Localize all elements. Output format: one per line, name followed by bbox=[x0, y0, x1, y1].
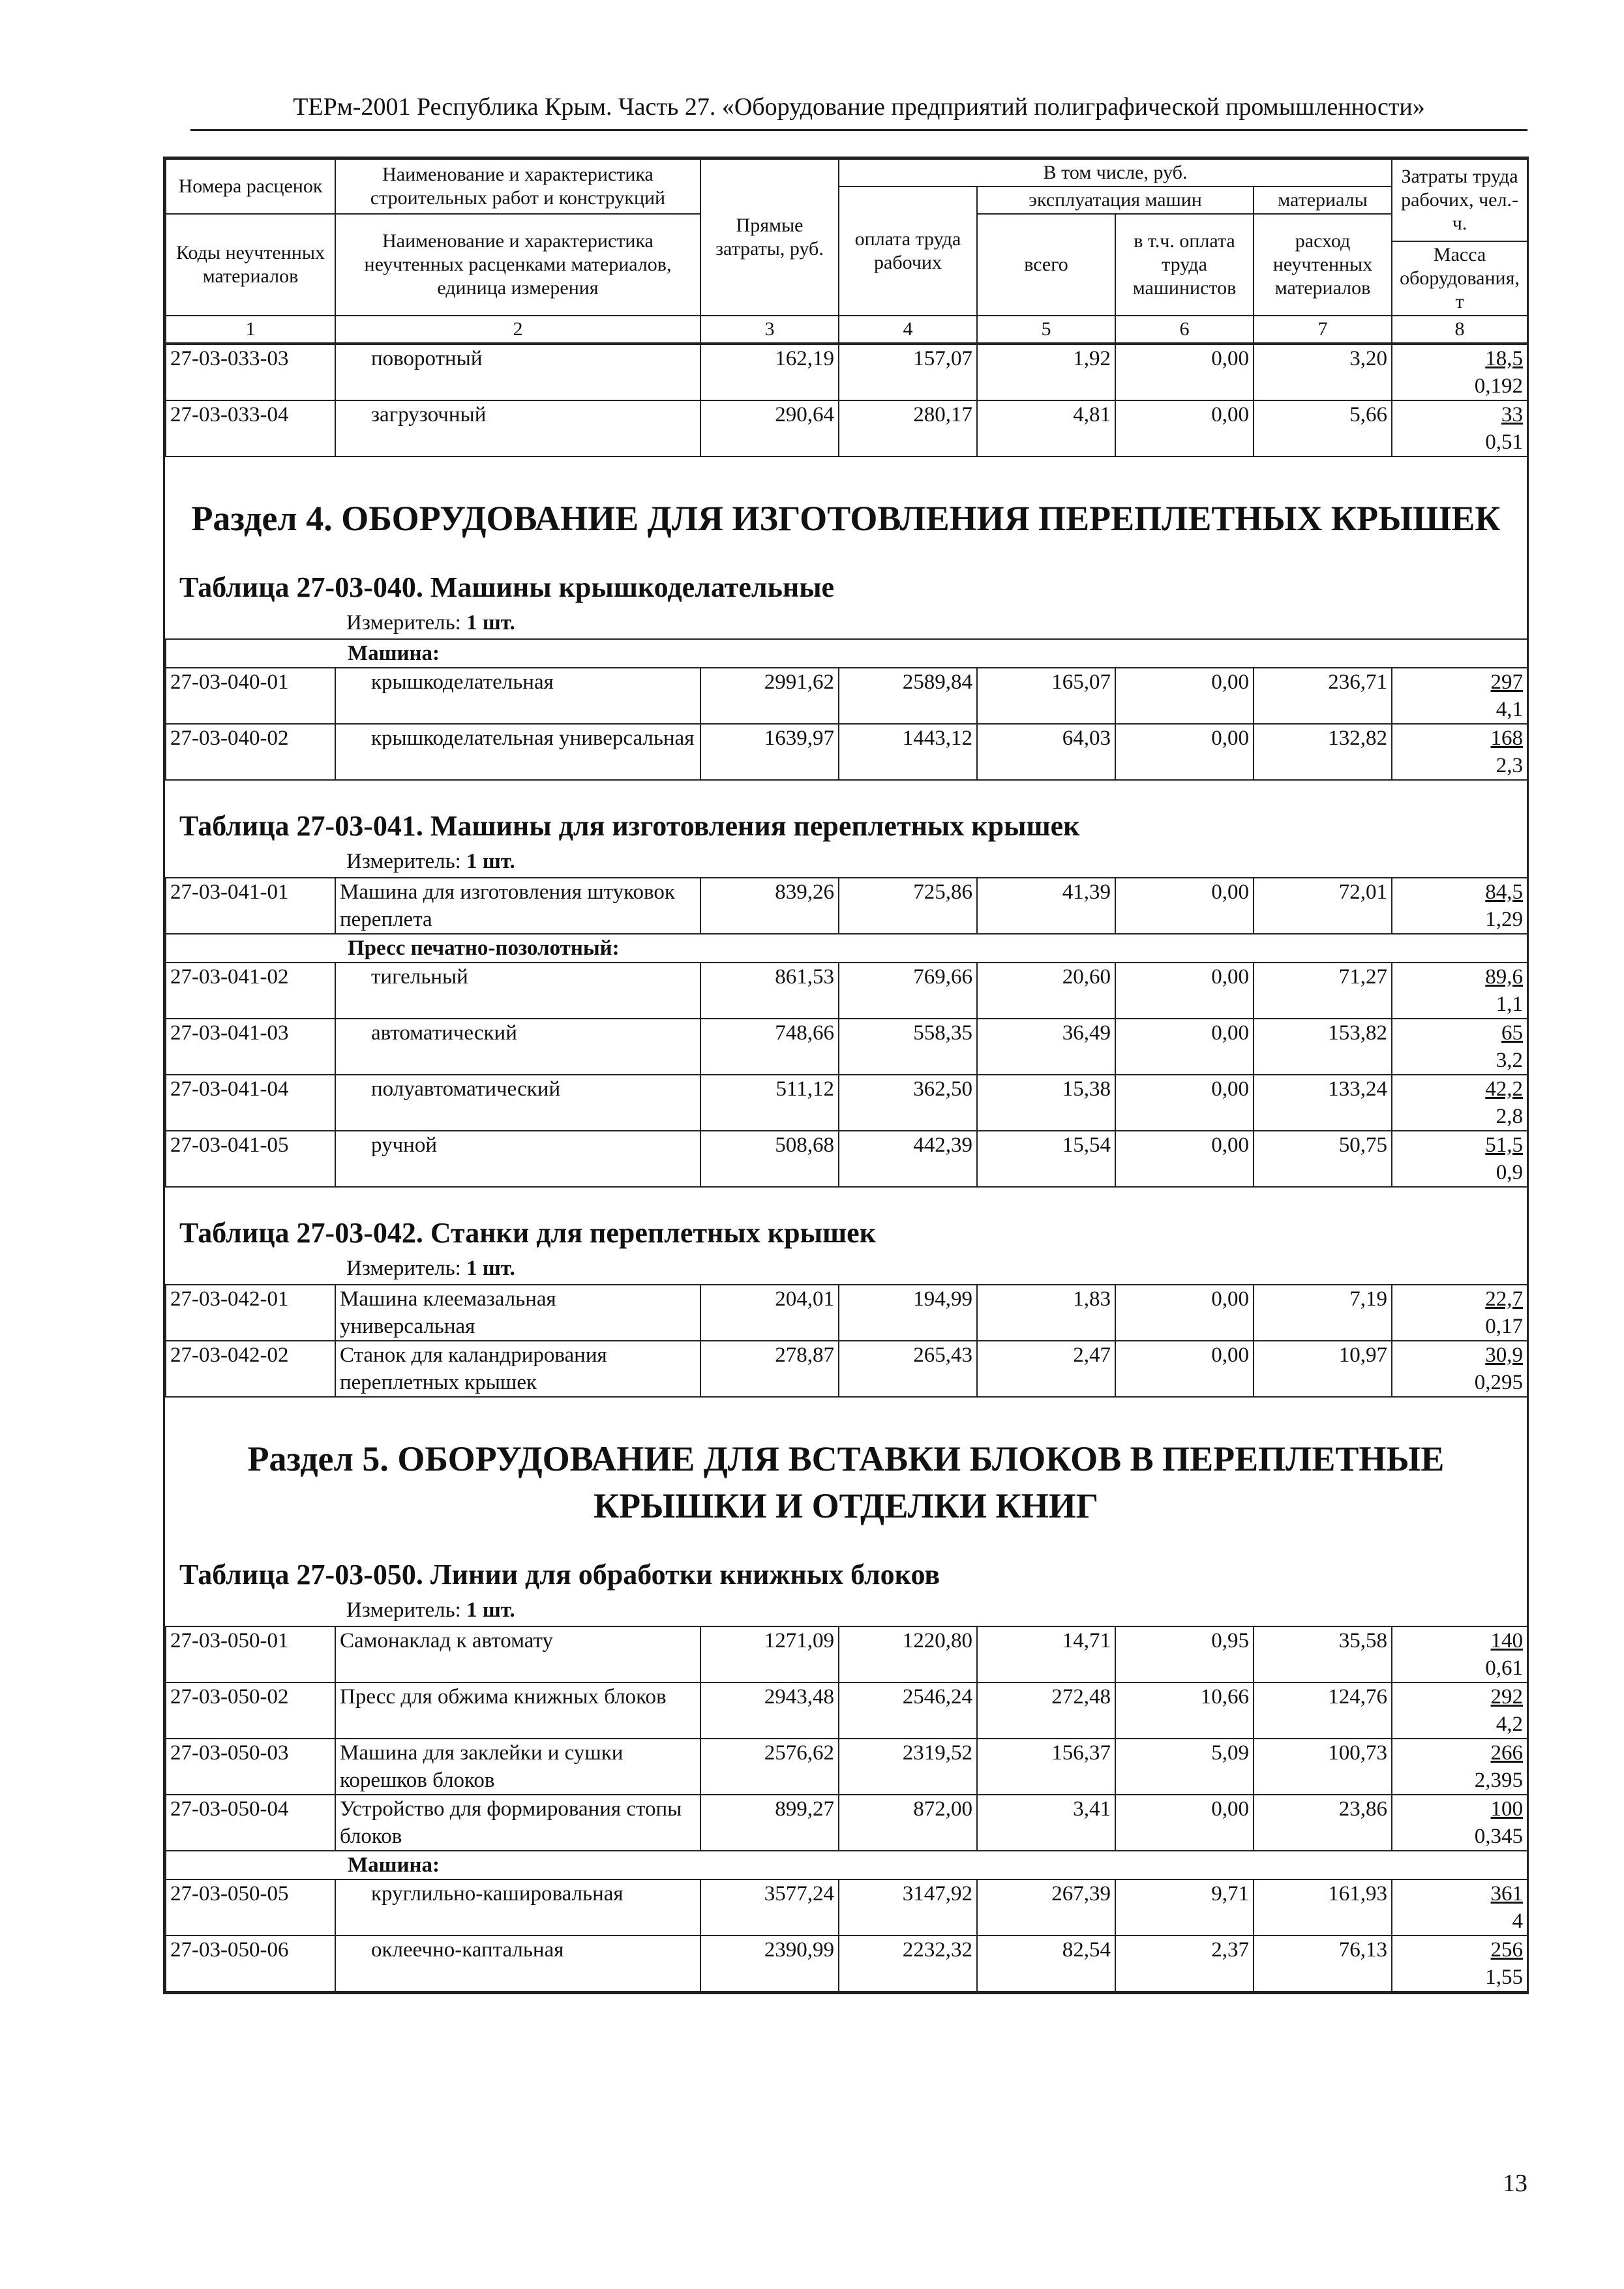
col-equipment-mass: Масса оборудования, т bbox=[1392, 241, 1527, 316]
section-4-title: Раздел 4. ОБОРУДОВАНИЕ ДЛЯ ИЗГОТОВЛЕНИЯ ПЕРЕПЛЕТНЫХ КРЫШЕК bbox=[191, 499, 1501, 538]
rate-name: круглильно-кашировальная bbox=[335, 1879, 700, 1936]
labor-mass-cell bbox=[1392, 668, 1527, 724]
labor-value: 30,9 bbox=[1485, 1343, 1523, 1367]
rate-code: 27-03-041-02 bbox=[166, 963, 335, 1019]
materials-value: 7,19 bbox=[1254, 1285, 1392, 1341]
materials-value: 71,27 bbox=[1254, 963, 1392, 1019]
materials-value: 100,73 bbox=[1254, 1739, 1392, 1795]
machinist-wage-value: 0,00 bbox=[1115, 400, 1254, 456]
mass-value: 2,3 bbox=[1496, 754, 1524, 777]
mass-value: 4 bbox=[1512, 1909, 1523, 1933]
rate-code: 27-03-033-04 bbox=[166, 400, 335, 456]
table-042 bbox=[165, 1284, 1528, 1398]
direct-costs-value: 861,53 bbox=[700, 963, 839, 1019]
direct-costs-value: 1271,09 bbox=[700, 1626, 839, 1683]
machine-total-value: 1,83 bbox=[977, 1285, 1115, 1341]
col-number: 5 bbox=[977, 316, 1115, 343]
machine-total-value: 41,39 bbox=[977, 878, 1115, 934]
column-numbers-row bbox=[166, 316, 1527, 343]
rate-code: 27-03-050-04 bbox=[166, 1795, 335, 1851]
labor-value: 22,7 bbox=[1485, 1287, 1523, 1311]
table-042-title: Таблица 27-03-042. Станки для переплетных крышек bbox=[179, 1217, 876, 1249]
labor-value: 65 bbox=[1501, 1021, 1523, 1045]
materials-value: 161,93 bbox=[1254, 1879, 1392, 1936]
col-number: 6 bbox=[1115, 316, 1254, 343]
col-material-codes: Коды неучтенных материалов bbox=[166, 214, 335, 316]
mass-value: 0,9 bbox=[1496, 1161, 1523, 1184]
rate-code: 27-03-050-03 bbox=[166, 1739, 335, 1795]
wage-value: 194,99 bbox=[839, 1285, 977, 1341]
materials-value: 153,82 bbox=[1254, 1019, 1392, 1075]
rate-row bbox=[166, 1879, 1527, 1936]
wage-value: 872,00 bbox=[839, 1795, 977, 1851]
labor-mass-cell bbox=[1392, 400, 1527, 456]
col-work-name: Наименование и характеристика строительных работ и конструкций bbox=[335, 159, 700, 214]
rate-name: Пресс для обжима книжных блоков bbox=[335, 1683, 700, 1739]
machinist-wage-value: 0,00 bbox=[1115, 1341, 1254, 1397]
rate-row bbox=[166, 1019, 1527, 1075]
machine-total-value: 15,54 bbox=[977, 1131, 1115, 1187]
rate-row bbox=[166, 1936, 1527, 1992]
col-number: 3 bbox=[700, 316, 839, 343]
labor-value: 168 bbox=[1490, 726, 1524, 750]
machine-total-value: 156,37 bbox=[977, 1739, 1115, 1795]
machinist-wage-value: 0,00 bbox=[1115, 963, 1254, 1019]
mass-value: 3,2 bbox=[1496, 1049, 1523, 1072]
machine-total-value: 272,48 bbox=[977, 1683, 1115, 1739]
wage-value: 558,35 bbox=[839, 1019, 977, 1075]
rate-name: Машина для заклейки и сушки корешков блоков bbox=[335, 1739, 700, 1795]
materials-value: 35,58 bbox=[1254, 1626, 1392, 1683]
labor-mass-cell bbox=[1392, 1626, 1527, 1683]
rate-row bbox=[166, 1131, 1527, 1187]
col-wage: оплата труда рабочих bbox=[839, 187, 977, 316]
materials-value: 132,82 bbox=[1254, 724, 1392, 780]
machine-total-value: 20,60 bbox=[977, 963, 1115, 1019]
col-machine-operation: эксплуатация машин bbox=[977, 187, 1254, 214]
direct-costs-value: 278,87 bbox=[700, 1341, 839, 1397]
labor-mass-cell bbox=[1392, 1285, 1527, 1341]
machinist-wage-value: 0,00 bbox=[1115, 668, 1254, 724]
table-050-title: Таблица 27-03-050. Линии для обработки книжных блоков bbox=[179, 1559, 940, 1591]
machinist-wage-value: 5,09 bbox=[1115, 1739, 1254, 1795]
machine-total-value: 15,38 bbox=[977, 1075, 1115, 1131]
machinist-wage-value: 0,95 bbox=[1115, 1626, 1254, 1683]
wage-value: 725,86 bbox=[839, 878, 977, 934]
machinist-wage-value: 9,71 bbox=[1115, 1879, 1254, 1936]
materials-value: 5,66 bbox=[1254, 400, 1392, 456]
rate-row bbox=[166, 668, 1527, 724]
rate-row bbox=[166, 1075, 1527, 1131]
col-materials: материалы bbox=[1254, 187, 1392, 214]
direct-costs-value: 1639,97 bbox=[700, 724, 839, 780]
mass-value: 1,29 bbox=[1485, 908, 1523, 931]
direct-costs-value: 508,68 bbox=[700, 1131, 839, 1187]
column-header-table bbox=[165, 158, 1528, 344]
labor-value: 100 bbox=[1490, 1797, 1523, 1821]
rate-code: 27-03-050-02 bbox=[166, 1683, 335, 1739]
rate-name: Машина клеемазальная универсальная bbox=[335, 1285, 700, 1341]
direct-costs-value: 2991,62 bbox=[700, 668, 839, 724]
machinist-wage-value: 0,00 bbox=[1115, 344, 1254, 400]
materials-value: 236,71 bbox=[1254, 668, 1392, 724]
materials-value: 23,86 bbox=[1254, 1795, 1392, 1851]
machine-total-value: 267,39 bbox=[977, 1879, 1115, 1936]
rate-row bbox=[166, 1683, 1527, 1739]
rate-name: загрузочный bbox=[335, 400, 700, 456]
col-labor-costs: Затраты труда рабочих, чел.-ч. bbox=[1392, 159, 1527, 241]
direct-costs-value: 2576,62 bbox=[700, 1739, 839, 1795]
col-number: 7 bbox=[1254, 316, 1392, 343]
labor-mass-cell bbox=[1392, 1936, 1527, 1992]
rate-name: поворотный bbox=[335, 344, 700, 400]
rate-row bbox=[166, 1739, 1527, 1795]
machine-total-value: 64,03 bbox=[977, 724, 1115, 780]
machine-total-value: 14,71 bbox=[977, 1626, 1115, 1683]
machinist-wage-value: 0,00 bbox=[1115, 1131, 1254, 1187]
wage-value: 2589,84 bbox=[839, 668, 977, 724]
wage-value: 1443,12 bbox=[839, 724, 977, 780]
labor-value: 18,5 bbox=[1485, 347, 1523, 370]
rate-row bbox=[166, 344, 1527, 400]
col-machinist-wage: в т.ч. оплата труда машинистов bbox=[1115, 214, 1254, 316]
materials-value: 10,97 bbox=[1254, 1341, 1392, 1397]
materials-value: 76,13 bbox=[1254, 1936, 1392, 1992]
rate-row bbox=[166, 1626, 1527, 1683]
mass-value: 2,395 bbox=[1474, 1769, 1523, 1792]
machinist-wage-value: 0,00 bbox=[1115, 1795, 1254, 1851]
direct-costs-value: 839,26 bbox=[700, 878, 839, 934]
rate-name: полуавтоматический bbox=[335, 1075, 700, 1131]
machine-total-value: 3,41 bbox=[977, 1795, 1115, 1851]
wage-value: 265,43 bbox=[839, 1341, 977, 1397]
mass-value: 1,55 bbox=[1485, 1966, 1523, 1989]
machinist-wage-value: 0,00 bbox=[1115, 1019, 1254, 1075]
rate-code: 27-03-050-06 bbox=[166, 1936, 335, 1992]
rate-name: ручной bbox=[335, 1131, 700, 1187]
labor-mass-cell bbox=[1392, 1341, 1527, 1397]
rate-name: крышкоделательная bbox=[335, 668, 700, 724]
rate-name: оклеечно-каптальная bbox=[335, 1936, 700, 1992]
labor-value: 361 bbox=[1490, 1882, 1523, 1906]
rate-code: 27-03-040-01 bbox=[166, 668, 335, 724]
labor-mass-cell bbox=[1392, 344, 1527, 400]
group-row bbox=[166, 934, 1527, 963]
table-040-meter: Измеритель: 1 шт. bbox=[346, 611, 515, 635]
wage-value: 157,07 bbox=[839, 344, 977, 400]
labor-value: 33 bbox=[1501, 403, 1523, 426]
wage-value: 3147,92 bbox=[839, 1879, 977, 1936]
labor-mass-cell bbox=[1392, 1075, 1527, 1131]
direct-costs-value: 899,27 bbox=[700, 1795, 839, 1851]
rate-code: 27-03-050-01 bbox=[166, 1626, 335, 1683]
rate-row bbox=[166, 963, 1527, 1019]
mass-value: 2,8 bbox=[1496, 1105, 1523, 1128]
wage-value: 2546,24 bbox=[839, 1683, 977, 1739]
direct-costs-value: 748,66 bbox=[700, 1019, 839, 1075]
rate-row bbox=[166, 724, 1527, 780]
wage-value: 1220,80 bbox=[839, 1626, 977, 1683]
table-041 bbox=[165, 877, 1528, 1188]
table-041-meter: Измеритель: 1 шт. bbox=[346, 850, 515, 873]
wage-value: 769,66 bbox=[839, 963, 977, 1019]
rate-code: 27-03-042-02 bbox=[166, 1341, 335, 1397]
labor-value: 256 bbox=[1490, 1938, 1523, 1962]
mass-value: 0,192 bbox=[1474, 374, 1523, 398]
materials-value: 133,24 bbox=[1254, 1075, 1392, 1131]
machinist-wage-value: 2,37 bbox=[1115, 1936, 1254, 1992]
page-number: 13 bbox=[1503, 2170, 1527, 2197]
labor-mass-cell bbox=[1392, 1019, 1527, 1075]
mass-value: 4,2 bbox=[1496, 1713, 1523, 1736]
labor-value: 292 bbox=[1490, 1685, 1523, 1709]
rate-code: 27-03-033-03 bbox=[166, 344, 335, 400]
wage-value: 2232,32 bbox=[839, 1936, 977, 1992]
labor-mass-cell bbox=[1392, 878, 1527, 934]
continuation-table bbox=[165, 344, 1528, 457]
machine-total-value: 2,47 bbox=[977, 1341, 1115, 1397]
wage-value: 280,17 bbox=[839, 400, 977, 456]
group-row bbox=[166, 639, 1527, 668]
running-header: ТЕРм-2001 Республика Крым. Часть 27. «Оборудование предприятий полиграфической промышленности» bbox=[190, 93, 1527, 131]
machine-total-value: 165,07 bbox=[977, 668, 1115, 724]
mass-value: 0,17 bbox=[1485, 1315, 1523, 1338]
rate-code: 27-03-041-01 bbox=[166, 878, 335, 934]
labor-mass-cell bbox=[1392, 963, 1527, 1019]
col-material-consumption: расход неучтенных материалов bbox=[1254, 214, 1392, 316]
labor-mass-cell bbox=[1392, 724, 1527, 780]
rate-name: автоматический bbox=[335, 1019, 700, 1075]
rate-row bbox=[166, 878, 1527, 934]
materials-value: 3,20 bbox=[1254, 344, 1392, 400]
table-050-meter: Измеритель: 1 шт. bbox=[346, 1598, 515, 1622]
rate-code: 27-03-042-01 bbox=[166, 1285, 335, 1341]
labor-value: 297 bbox=[1490, 670, 1524, 694]
rate-name: Устройство для формирования стопы блоков bbox=[335, 1795, 700, 1851]
labor-value: 266 bbox=[1490, 1741, 1523, 1765]
table-040 bbox=[165, 638, 1528, 781]
rate-row bbox=[166, 400, 1527, 456]
rate-row bbox=[166, 1341, 1527, 1397]
col-number: 2 bbox=[335, 316, 700, 343]
labor-value: 84,5 bbox=[1485, 880, 1523, 904]
direct-costs-value: 2390,99 bbox=[700, 1936, 839, 1992]
machinist-wage-value: 0,00 bbox=[1115, 1075, 1254, 1131]
rate-name: Самонаклад к автомату bbox=[335, 1626, 700, 1683]
table-041-title: Таблица 27-03-041. Машины для изготовления переплетных крышек bbox=[179, 810, 1080, 842]
materials-value: 72,01 bbox=[1254, 878, 1392, 934]
document-body bbox=[163, 157, 1529, 1994]
labor-mass-cell bbox=[1392, 1683, 1527, 1739]
machinist-wage-value: 10,66 bbox=[1115, 1683, 1254, 1739]
rate-code: 27-03-050-05 bbox=[166, 1879, 335, 1936]
mass-value: 0,61 bbox=[1485, 1656, 1523, 1680]
labor-value: 51,5 bbox=[1485, 1133, 1523, 1157]
direct-costs-value: 290,64 bbox=[700, 400, 839, 456]
col-direct-costs: Прямые затраты, руб. bbox=[700, 159, 839, 316]
direct-costs-value: 511,12 bbox=[700, 1075, 839, 1131]
direct-costs-value: 162,19 bbox=[700, 344, 839, 400]
table-042-meter: Измеритель: 1 шт. bbox=[346, 1257, 515, 1280]
col-number: 4 bbox=[839, 316, 977, 343]
labor-mass-cell bbox=[1392, 1739, 1527, 1795]
wage-value: 362,50 bbox=[839, 1075, 977, 1131]
labor-mass-cell bbox=[1392, 1879, 1527, 1936]
rate-code: 27-03-041-05 bbox=[166, 1131, 335, 1187]
mass-value: 0,345 bbox=[1474, 1825, 1523, 1848]
rate-row bbox=[166, 1795, 1527, 1851]
col-number: 1 bbox=[166, 316, 335, 343]
col-including-group: В том числе, руб. bbox=[839, 159, 1392, 187]
direct-costs-value: 3577,24 bbox=[700, 1879, 839, 1936]
machinist-wage-value: 0,00 bbox=[1115, 878, 1254, 934]
col-machine-total: всего bbox=[977, 214, 1115, 316]
mass-value: 4,1 bbox=[1496, 698, 1524, 721]
mass-value: 1,1 bbox=[1496, 993, 1523, 1016]
machinist-wage-value: 0,00 bbox=[1115, 1285, 1254, 1341]
section-5-title: Раздел 5. ОБОРУДОВАНИЕ ДЛЯ ВСТАВКИ БЛОКОВ В ПЕРЕПЛЕТНЫЕ КРЫШКИ И ОТДЕЛКИ КНИГ bbox=[247, 1439, 1445, 1525]
group-label: Машина: bbox=[166, 639, 1527, 668]
labor-value: 42,2 bbox=[1485, 1077, 1523, 1101]
wage-value: 2319,52 bbox=[839, 1739, 977, 1795]
materials-value: 50,75 bbox=[1254, 1131, 1392, 1187]
direct-costs-value: 2943,48 bbox=[700, 1683, 839, 1739]
machine-total-value: 82,54 bbox=[977, 1936, 1115, 1992]
machine-total-value: 36,49 bbox=[977, 1019, 1115, 1075]
col-number: 8 bbox=[1392, 316, 1527, 343]
mass-value: 0,295 bbox=[1474, 1371, 1523, 1394]
mass-value: 0,51 bbox=[1485, 430, 1523, 454]
rate-row bbox=[166, 1285, 1527, 1341]
rate-name: Машина для изготовления штуковок переплета bbox=[335, 878, 700, 934]
wage-value: 442,39 bbox=[839, 1131, 977, 1187]
group-label: Пресс печатно-позолотный: bbox=[166, 934, 1527, 963]
group-label: Машина: bbox=[166, 1851, 1527, 1879]
table-040-title: Таблица 27-03-040. Машины крышкоделательные bbox=[179, 571, 835, 603]
col-material-name: Наименование и характеристика неучтенных расценками материалов, единица измерения bbox=[335, 214, 700, 316]
labor-value: 89,6 bbox=[1485, 965, 1523, 989]
rate-code: 27-03-040-02 bbox=[166, 724, 335, 780]
rate-name: тигельный bbox=[335, 963, 700, 1019]
group-row bbox=[166, 1851, 1527, 1879]
rate-name: Станок для каландрирования переплетных крышек bbox=[335, 1341, 700, 1397]
labor-mass-cell bbox=[1392, 1131, 1527, 1187]
table-050 bbox=[165, 1626, 1528, 1992]
machine-total-value: 4,81 bbox=[977, 400, 1115, 456]
rate-code: 27-03-041-04 bbox=[166, 1075, 335, 1131]
machinist-wage-value: 0,00 bbox=[1115, 724, 1254, 780]
labor-value: 140 bbox=[1490, 1629, 1523, 1653]
direct-costs-value: 204,01 bbox=[700, 1285, 839, 1341]
labor-mass-cell bbox=[1392, 1795, 1527, 1851]
col-rate-numbers: Номера расценок bbox=[166, 159, 335, 214]
materials-value: 124,76 bbox=[1254, 1683, 1392, 1739]
machine-total-value: 1,92 bbox=[977, 344, 1115, 400]
rate-name: крышкоделательная универсальная bbox=[335, 724, 700, 780]
rate-code: 27-03-041-03 bbox=[166, 1019, 335, 1075]
